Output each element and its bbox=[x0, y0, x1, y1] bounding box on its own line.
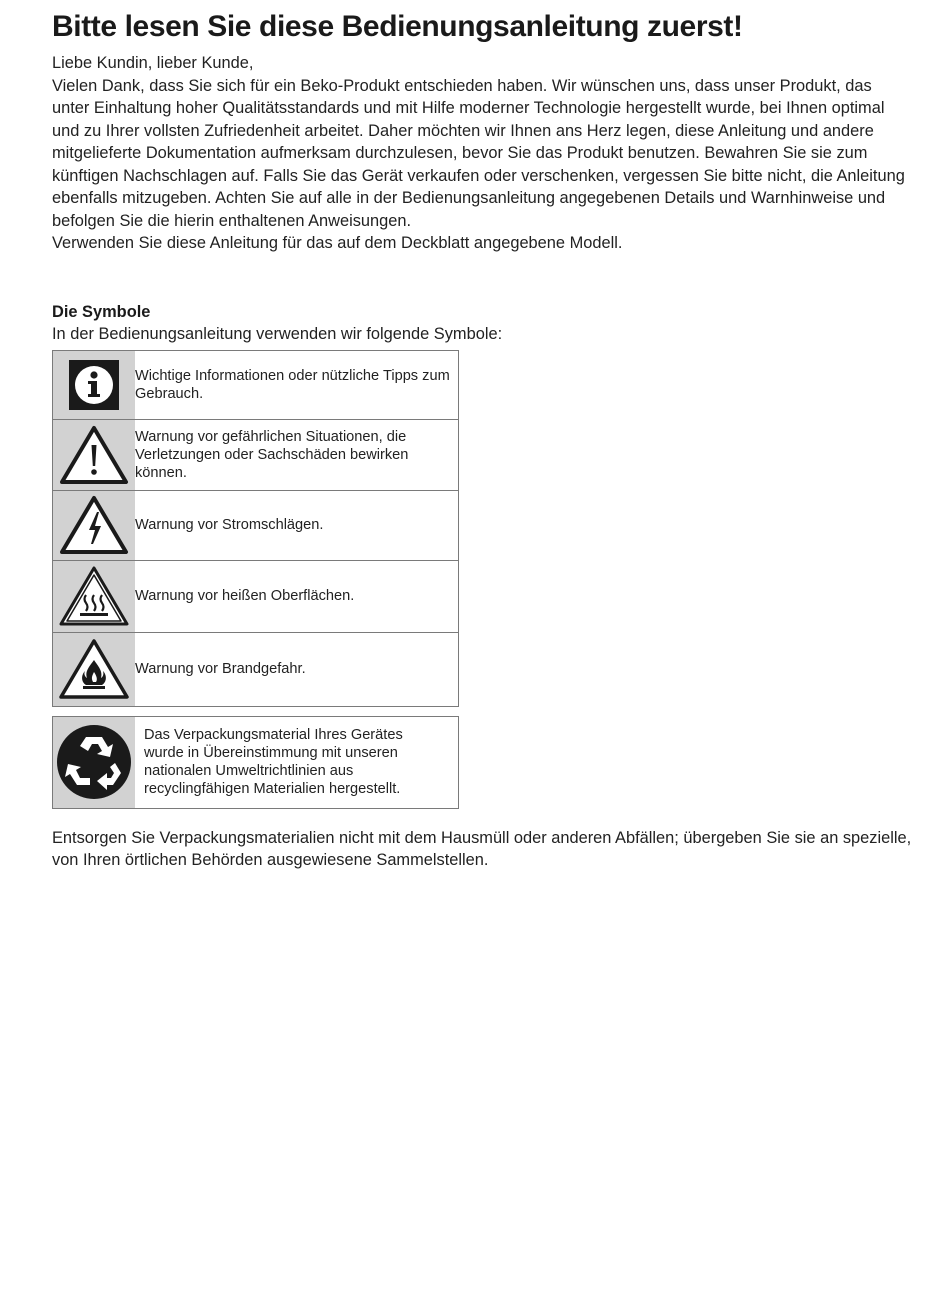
symbol-text: Warnung vor heißen Oberflächen. bbox=[135, 560, 459, 632]
document-page bbox=[52, 8, 912, 872]
recycling-text: Das Verpackungsmaterial Ihres Gerätes wurde in Übereinstimmung mit unseren nationalen Umweltrichtlinien aus recyclingfähigen Materialien hergestellt. bbox=[135, 716, 459, 808]
page-title: Bitte lesen Sie diese Bedienungsanleitung zuerst! bbox=[52, 10, 743, 43]
recycling-icon bbox=[53, 716, 136, 808]
recycling-table bbox=[52, 716, 459, 809]
symbols-heading: Die Symbole bbox=[52, 302, 151, 321]
symbol-row-recycling bbox=[53, 716, 459, 808]
hot-surface-icon bbox=[53, 560, 136, 632]
intro-paragraph: Vielen Dank, dass Sie sich für ein Beko-Produkt entschieden haben. Wir wünschen uns, dass unser Produkt, das unter Einhaltung hoher Qualitätsstandards und mit Hilfe moderner Technologie hergestellt wurde, bei Ihnen optimal und zu Ihrer vollsten Zufriedenheit arbeitet. Daher möchten wir Ihnen ans Herz legen, diese Anleitung und andere mitgelieferte Dokumentation aufmerksam durchzulesen, bevor Sie das Produkt benutzen. Bewahren Sie sie zum künftigen Nachschlagen auf. Falls Sie das Gerät verkaufen oder verschenken, vergessen Sie bitte nicht, die Anleitung ebenfalls mitzugeben. Achten Sie auf alle in der Bedienungsanleitung angegebenen Details und Warnhinweise und befolgen Sie die hierin enthaltenen Anweisungen. bbox=[52, 76, 905, 230]
symbol-row-hot-surface bbox=[53, 560, 459, 632]
info-icon bbox=[53, 350, 136, 419]
symbol-text: Warnung vor Brandgefahr. bbox=[135, 632, 459, 706]
symbol-text: Warnung vor gefährlichen Situationen, die Verletzungen oder Sachschäden bewirken können. bbox=[135, 419, 459, 490]
symbols-subheading: In der Bedienungsanleitung verwenden wir folgende Symbole: bbox=[52, 324, 503, 343]
intro-section bbox=[52, 52, 912, 255]
disposal-paragraph: Entsorgen Sie Verpackungsmaterialien nicht mit dem Hausmüll oder anderen Abfällen; übergeben Sie sie an spezielle, von Ihren örtlichen Behörden ausgewiesene Sammelstellen. bbox=[52, 828, 912, 869]
symbol-text: Warnung vor Stromschlägen. bbox=[135, 490, 459, 560]
symbol-row-warning bbox=[53, 419, 459, 490]
symbol-row-info bbox=[53, 350, 459, 419]
symbols-table bbox=[52, 350, 459, 707]
salutation: Liebe Kundin, lieber Kunde, bbox=[52, 54, 254, 72]
symbol-text: Wichtige Informationen oder nützliche Tipps zum Gebrauch. bbox=[135, 350, 459, 419]
symbol-row-fire bbox=[53, 632, 459, 706]
electric-shock-icon bbox=[53, 490, 136, 560]
model-note: Verwenden Sie diese Anleitung für das auf dem Deckblatt angegebene Modell. bbox=[52, 234, 623, 252]
symbol-row-electric bbox=[53, 490, 459, 560]
fire-icon bbox=[53, 632, 136, 706]
warning-icon bbox=[53, 419, 136, 490]
